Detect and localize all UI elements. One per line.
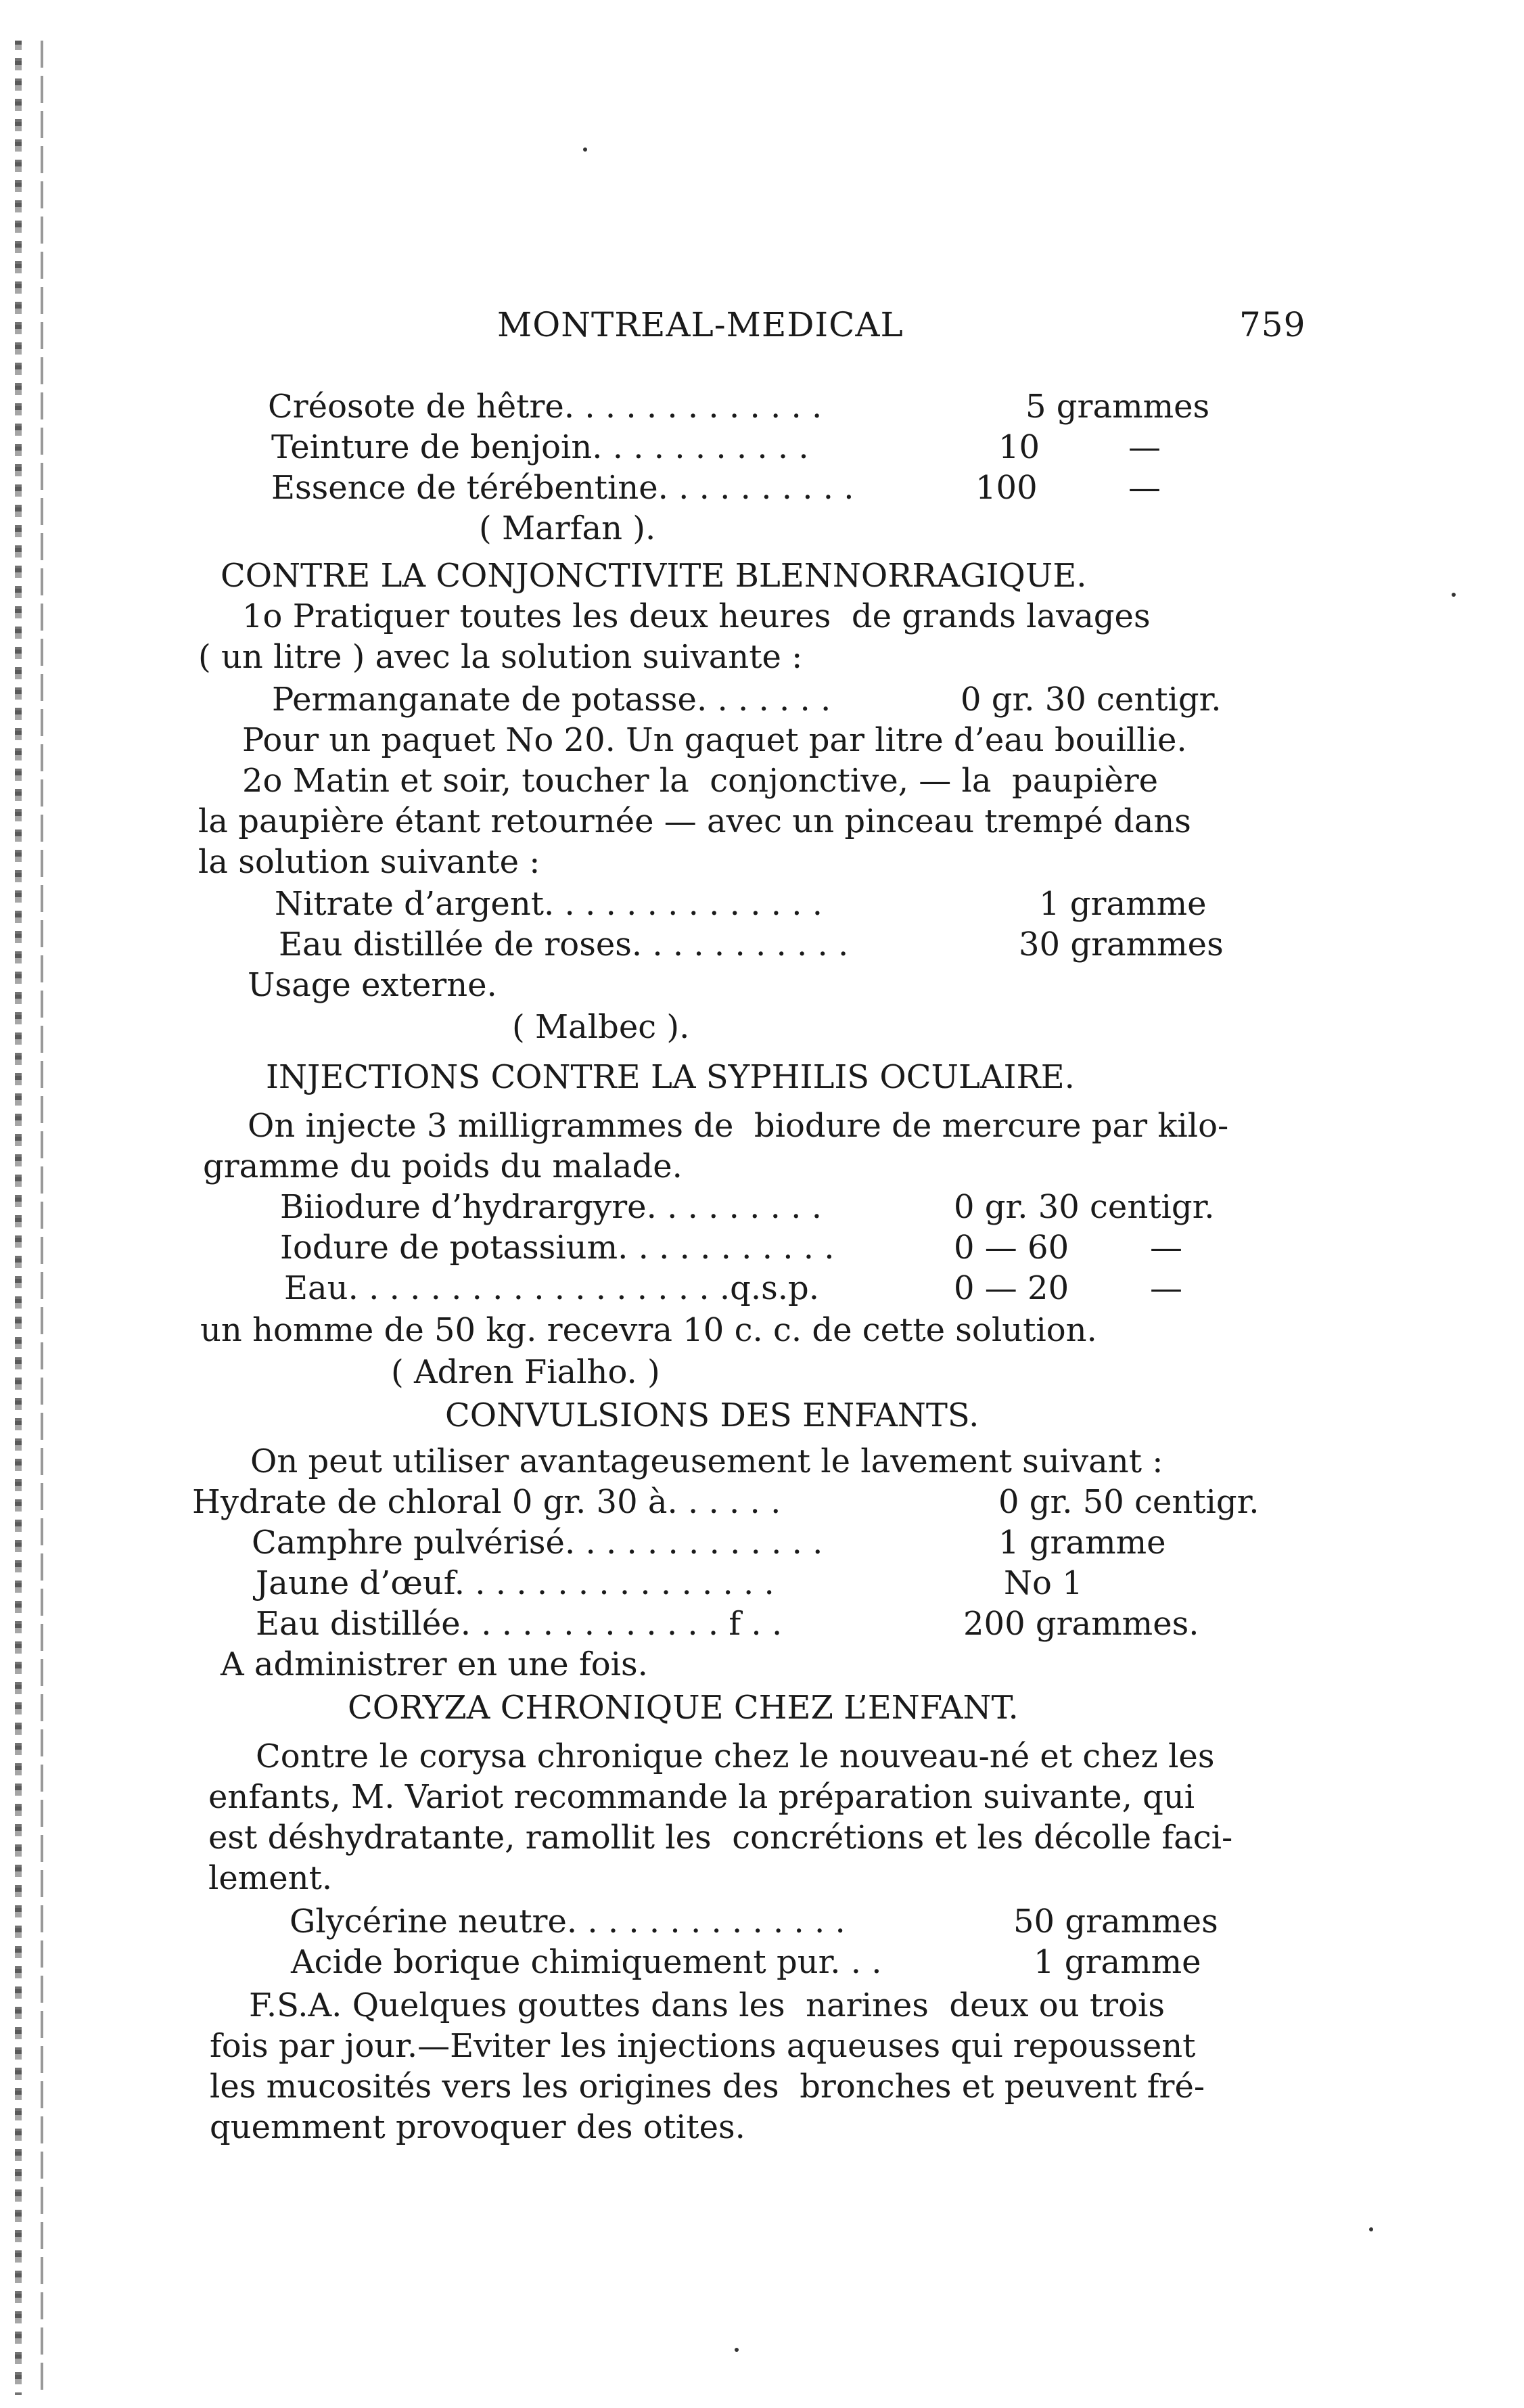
- paragraph-line: Usage externe.: [248, 966, 497, 1004]
- quantity: 100: [975, 469, 1038, 507]
- paragraph-line: On injecte 3 milligrammes de biodure de mercure par kilo-: [248, 1107, 1229, 1145]
- paragraph-line: F.S.A. Quelques gouttes dans les narines deux ou trois: [249, 1986, 1165, 2024]
- quantity: 1 gramme: [1034, 1943, 1201, 1981]
- section-heading: CORYZA CHRONIQUE CHEZ L’ENFANT.: [348, 1689, 1019, 1727]
- quantity: 200 grammes.: [963, 1605, 1199, 1643]
- attribution: ( Adren Fialho. ): [391, 1353, 660, 1391]
- recipe-line: Acide borique chimiquement pur. . .: [291, 1943, 882, 1981]
- recipe-line: Eau. . . . . . . . . . . . . . . . . . .q.s.p.: [284, 1269, 819, 1307]
- ditto-mark: —: [1150, 1269, 1182, 1307]
- running-title: MONTREAL-MEDICAL: [497, 305, 904, 344]
- recipe-line: Créosote de hêtre. . . . . . . . . . . . .: [268, 388, 823, 426]
- quantity: 5 grammes: [1025, 388, 1210, 426]
- paragraph-line: les mucosités vers les origines des bronches et peuvent fré-: [210, 2068, 1205, 2106]
- paragraph-line: est déshydratante, ramollit les concrétions et les décolle faci-: [208, 1819, 1233, 1857]
- recipe-line: Teinture de benjoin. . . . . . . . . . .: [271, 428, 809, 466]
- recipe-line: Jaune d’œuf. . . . . . . . . . . . . . . .: [256, 1564, 775, 1602]
- quantity: 0 — 60: [954, 1229, 1069, 1267]
- speck: [583, 147, 587, 152]
- paragraph-line: ( un litre ) avec la solution suivante :: [198, 638, 803, 676]
- speck: [1369, 2227, 1373, 2231]
- quantity: 50 grammes: [1013, 1903, 1218, 1940]
- recipe-line: Eau distillée de roses. . . . . . . . . . .: [279, 926, 849, 963]
- quantity: 0 — 20: [954, 1269, 1069, 1307]
- paragraph-line: A administrer en une fois.: [221, 1645, 648, 1683]
- quantity: No 1: [1004, 1564, 1083, 1602]
- section-heading: CONTRE LA CONJONCTIVITE BLENNORRAGIQUE.: [221, 557, 1087, 595]
- paragraph-line: 2o Matin et soir, toucher la conjonctive, — la paupière: [242, 762, 1159, 800]
- speck: [735, 2348, 739, 2352]
- quantity: 0 gr. 30 centigr.: [954, 1188, 1215, 1226]
- page-number: 759: [1239, 305, 1306, 344]
- paragraph-line: Contre le corysa chronique chez le nouveau-né et chez les: [256, 1737, 1215, 1775]
- paragraph-line: quemment provoquer des otites.: [210, 2108, 745, 2146]
- paragraph-line: Pour un paquet No 20. Un gaquet par litre d’eau bouillie.: [242, 721, 1187, 759]
- recipe-line: Essence de térébentine. . . . . . . . . .: [271, 469, 854, 507]
- section-heading: CONVULSIONS DES ENFANTS.: [445, 1396, 979, 1434]
- quantity: 0 gr. 50 centigr.: [998, 1483, 1260, 1521]
- paragraph-line: gramme du poids du malade.: [203, 1148, 683, 1185]
- ditto-mark: —: [1150, 1229, 1182, 1267]
- recipe-line: Permanganate de potasse. . . . . . .: [272, 681, 831, 719]
- recipe-line: Iodure de potassium. . . . . . . . . . .: [280, 1229, 835, 1267]
- paragraph-line: 1o Pratiquer toutes les deux heures de grands lavages: [242, 597, 1151, 635]
- recipe-line: Biiodure d’hydrargyre. . . . . . . . .: [280, 1188, 822, 1226]
- binding-edge-shadow: [41, 41, 43, 2395]
- recipe-line: Eau distillée. . . . . . . . . . . . . f . .: [256, 1605, 783, 1643]
- quantity: 30 grammes: [1019, 926, 1224, 963]
- paragraph-line: la paupière étant retournée — avec un pinceau trempé dans: [198, 802, 1191, 840]
- quantity: 10: [998, 428, 1040, 466]
- paragraph-line: On peut utiliser avantageusement le lavement suivant :: [250, 1442, 1163, 1480]
- paragraph-line: fois par jour.—Eviter les injections aqueuses qui repoussent: [210, 2027, 1196, 2065]
- attribution: ( Marfan ).: [479, 509, 656, 547]
- speck: [1452, 593, 1456, 597]
- quantity: 0 gr. 30 centigr.: [961, 681, 1222, 719]
- paragraph-line: lement.: [208, 1859, 333, 1897]
- paragraph-line: enfants, M. Variot recommande la préparation suivante, qui: [208, 1778, 1195, 1816]
- recipe-line: Hydrate de chloral 0 gr. 30 à. . . . . .: [192, 1483, 781, 1521]
- ditto-mark: —: [1128, 428, 1161, 466]
- recipe-line: Nitrate d’argent. . . . . . . . . . . . . .: [275, 885, 823, 923]
- attribution: ( Malbec ).: [512, 1008, 690, 1046]
- quantity: 1 gramme: [998, 1524, 1166, 1562]
- paragraph-line: un homme de 50 kg. recevra 10 c. c. de cette solution.: [200, 1311, 1097, 1349]
- binding-edge: [15, 41, 22, 2395]
- recipe-line: Glycérine neutre. . . . . . . . . . . . . .: [290, 1903, 846, 1940]
- ditto-mark: —: [1128, 469, 1161, 507]
- recipe-line: Camphre pulvérisé. . . . . . . . . . . . .: [252, 1524, 823, 1562]
- paragraph-line: la solution suivante :: [198, 843, 540, 881]
- quantity: 1 gramme: [1039, 885, 1207, 923]
- section-heading: INJECTIONS CONTRE LA SYPHILIS OCULAIRE.: [266, 1058, 1075, 1096]
